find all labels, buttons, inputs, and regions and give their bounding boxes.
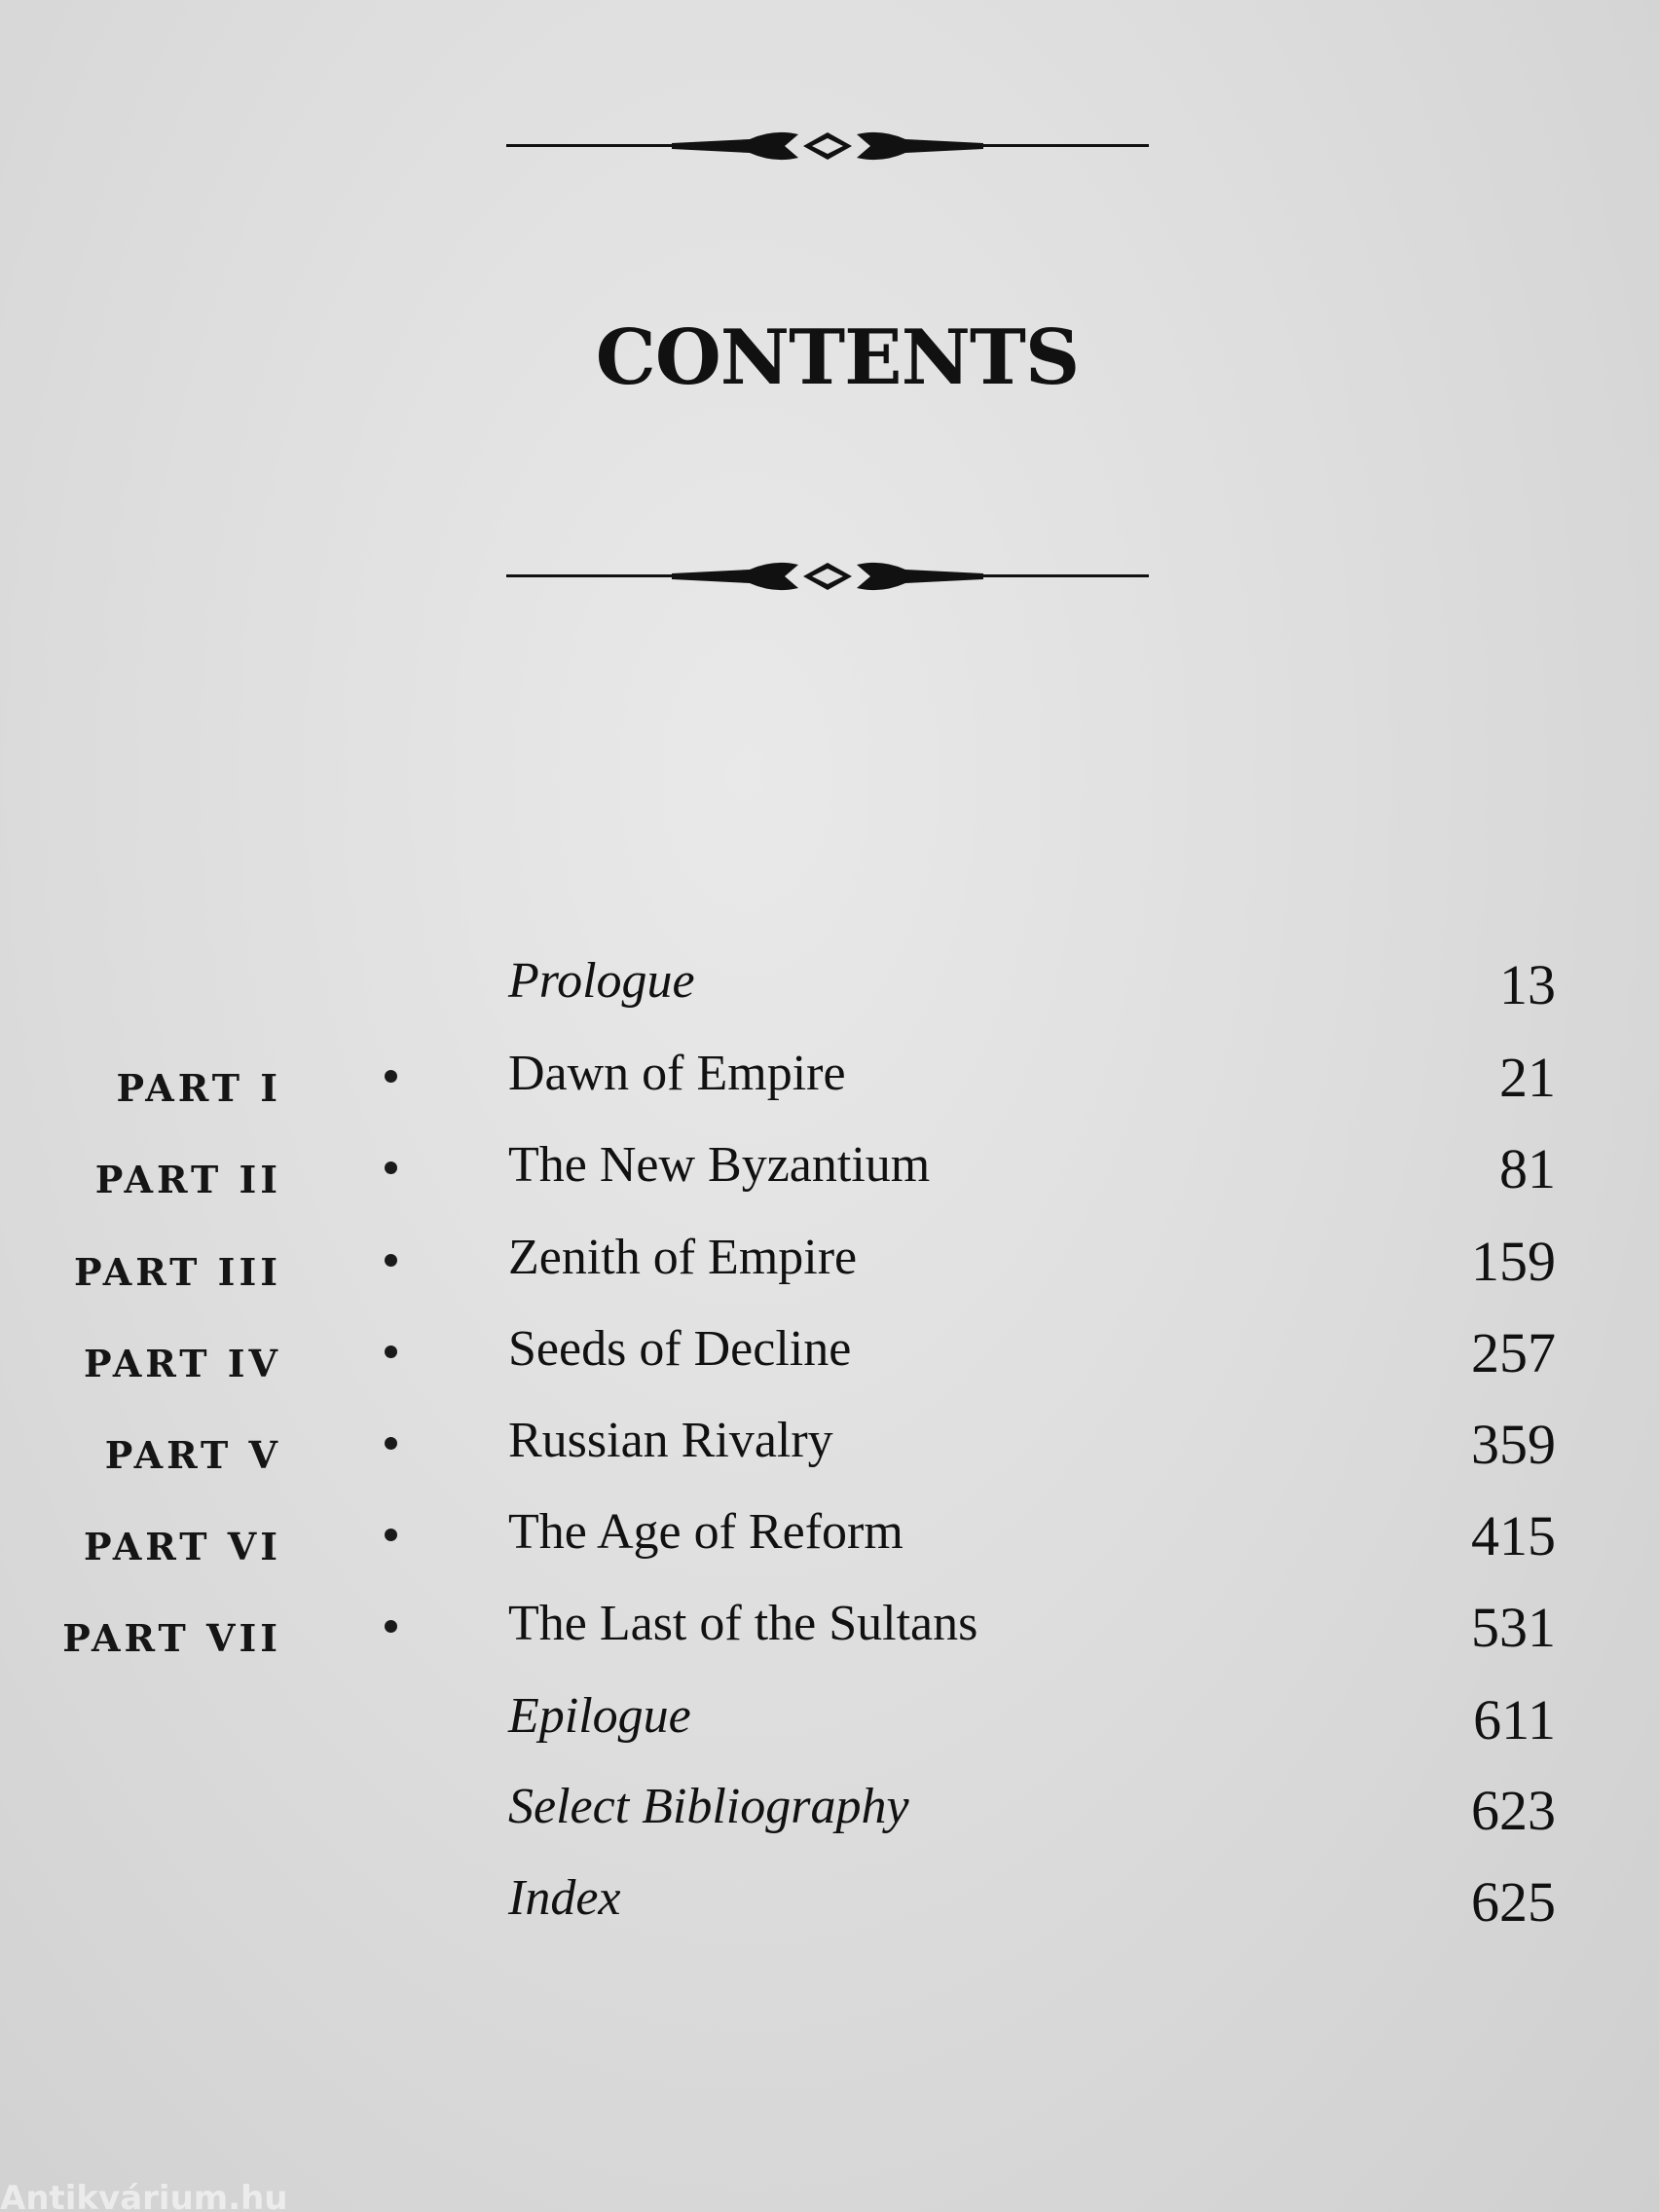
toc-entry-index — [0, 1869, 1659, 1937]
toc-entry-title: Zenith of Empire — [508, 1230, 858, 1285]
toc-page-number: 13 — [1499, 953, 1556, 1016]
toc-entry-part-5 — [0, 1412, 1659, 1480]
toc-entry-title: Epilogue — [508, 1688, 691, 1744]
toc-entry-title: Select Bibliography — [508, 1779, 909, 1834]
toc-entry-part-3 — [0, 1229, 1659, 1297]
bullet-icon — [385, 1346, 397, 1358]
bullet-icon — [385, 1437, 397, 1450]
toc-page-number: 625 — [1471, 1870, 1556, 1934]
toc-part-label: PART III — [73, 1250, 281, 1294]
toc-page-number: 415 — [1471, 1504, 1556, 1567]
page-title: CONTENTS — [595, 313, 1080, 402]
toc-part-label: PART VI — [84, 1525, 281, 1568]
scroll-divider-icon — [506, 127, 1149, 166]
toc-part-label: PART I — [116, 1066, 281, 1110]
toc-entry-title: Prologue — [508, 953, 695, 1009]
watermark-text: Antikvárium.hu — [0, 2179, 288, 2212]
toc-entry-epilogue — [0, 1687, 1659, 1755]
toc-page-number: 81 — [1499, 1137, 1556, 1200]
toc-entry-prologue — [0, 952, 1659, 1020]
toc-entry-part-1 — [0, 1045, 1659, 1113]
bullet-icon — [385, 1620, 397, 1633]
toc-part-label: PART V — [104, 1433, 281, 1477]
toc-page-number: 611 — [1473, 1688, 1556, 1751]
scroll-divider-icon — [506, 557, 1149, 596]
toc-part-label: PART VII — [62, 1616, 281, 1660]
toc-page-number: 21 — [1499, 1046, 1556, 1109]
bullet-icon — [385, 1070, 397, 1083]
toc-part-label: PART II — [94, 1158, 281, 1201]
toc-entry-title: Russian Rivalry — [508, 1413, 833, 1468]
toc-entry-part-2 — [0, 1136, 1659, 1204]
toc-entry-part-6 — [0, 1503, 1659, 1571]
toc-page-number: 531 — [1471, 1596, 1556, 1659]
toc-page-number: 359 — [1471, 1413, 1556, 1476]
toc-entry-title: Dawn of Empire — [508, 1046, 846, 1101]
bullet-icon — [385, 1254, 397, 1267]
toc-entry-title: The New Byzantium — [508, 1137, 931, 1193]
toc-entry-title: The Last of the Sultans — [508, 1596, 978, 1651]
toc-page-number: 159 — [1471, 1230, 1556, 1293]
toc-part-label: PART IV — [84, 1342, 281, 1385]
toc-entry-title: Index — [508, 1870, 621, 1926]
bullet-icon — [385, 1529, 397, 1541]
toc-entry-bibliography — [0, 1778, 1659, 1846]
toc-entry-part-7 — [0, 1595, 1659, 1663]
toc-page-number: 623 — [1471, 1779, 1556, 1842]
toc-entry-part-4 — [0, 1320, 1659, 1388]
toc-page-number: 257 — [1471, 1321, 1556, 1384]
bullet-icon — [385, 1161, 397, 1174]
toc-entry-title: Seeds of Decline — [508, 1321, 852, 1377]
toc-entry-title: The Age of Reform — [508, 1504, 903, 1560]
